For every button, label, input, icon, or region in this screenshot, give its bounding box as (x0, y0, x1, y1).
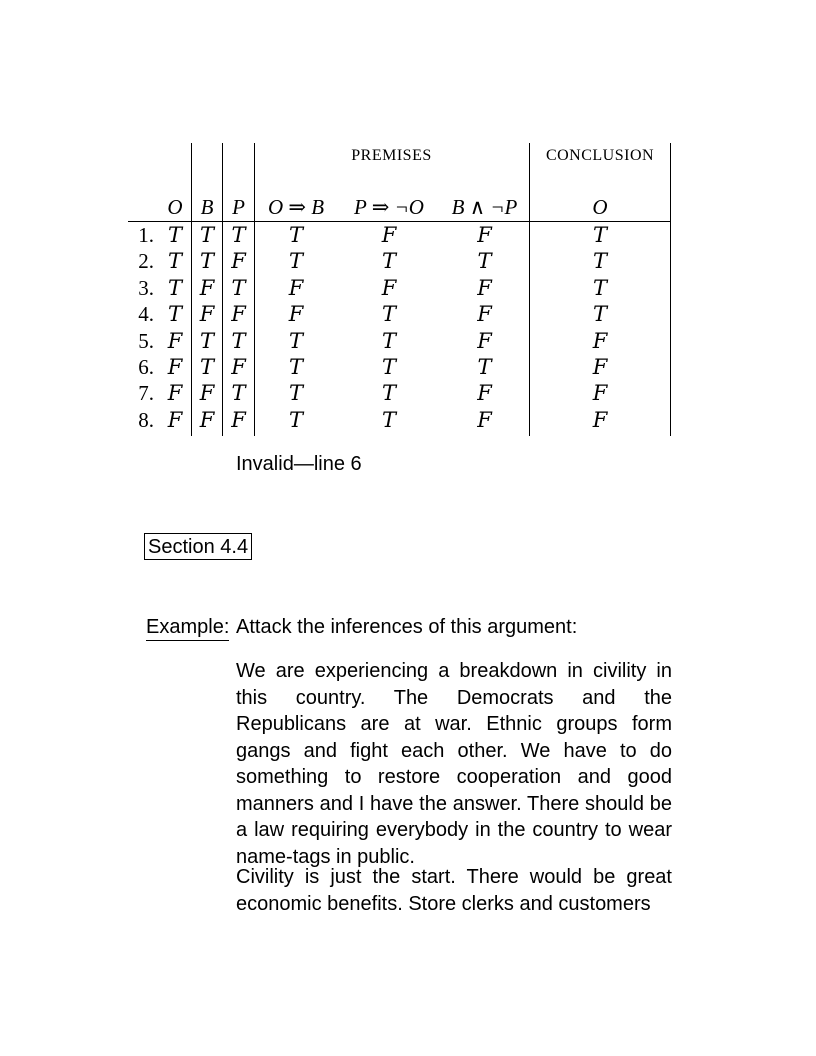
column-header-conclusion-o: O (592, 195, 608, 219)
truth-value-cell: T (381, 355, 396, 379)
truth-value-cell: T (381, 302, 396, 327)
truth-value-cell: F (477, 381, 492, 406)
row-number: 3. (138, 275, 154, 300)
truth-value-cell: F (288, 302, 304, 327)
truth-value-cell: T (288, 355, 303, 379)
truth-value-cell: T (231, 328, 246, 353)
truth-value-cell: F (231, 302, 246, 327)
truth-value-cell: F (381, 275, 397, 300)
column-divider (670, 143, 671, 436)
truth-value-cell: F (231, 407, 246, 432)
column-header-o-implies-b: O ⇒ B (267, 195, 325, 219)
example-label: Example: (146, 615, 229, 641)
truth-value-cell: T (167, 302, 182, 327)
truth-value-cell: F (231, 249, 246, 274)
truth-value-cell: T (167, 275, 182, 300)
truth-value-cell: T (381, 328, 396, 353)
column-header-p-implies-not-o: P ⇒ ¬O (354, 195, 424, 219)
truth-value-cell: F (477, 328, 492, 353)
premises-header: PREMISES (351, 147, 432, 164)
truth-value-cell: F (477, 275, 492, 300)
row-number: 6. (138, 355, 154, 379)
row-number: 7. (138, 381, 154, 406)
truth-value-cell: F (167, 407, 183, 432)
truth-value-cell: T (288, 407, 303, 432)
truth-value-cell: F (381, 223, 397, 247)
truth-value-cell: T (231, 275, 246, 300)
header-rule (128, 221, 671, 222)
truth-value-cell: T (288, 249, 303, 274)
truth-value-cell: T (381, 407, 396, 432)
example-intro: Attack the inferences of this argument: (236, 616, 578, 638)
truth-value-cell: T (288, 223, 303, 247)
truth-value-cell: T (592, 249, 607, 274)
row-number: 4. (138, 302, 154, 327)
row-number: 8. (138, 407, 154, 432)
column-header-b: B (200, 195, 214, 219)
truth-value-cell: F (477, 407, 492, 432)
truth-value-cell: T (381, 249, 396, 274)
truth-value-cell: T (167, 223, 182, 247)
truth-value-cell: F (199, 302, 215, 327)
truth-value-cell: F (199, 407, 215, 432)
truth-value-cell: T (231, 223, 246, 247)
truth-value-cell: F (477, 223, 492, 247)
argument-paragraph-2: Civility is just the start. There would be great economic benefits. Store clerks and customers (236, 866, 672, 915)
truth-value-cell: F (592, 328, 608, 353)
conclusion-header: CONCLUSION (545, 147, 655, 164)
truth-value-cell: T (199, 249, 214, 274)
truth-value-cell: T (477, 355, 492, 379)
section-label: Section 4.4 (144, 533, 252, 560)
truth-value-cell: T (592, 275, 607, 300)
row-number: 5. (138, 328, 154, 353)
truth-value-cell: F (288, 275, 304, 300)
truth-value-cell: T (381, 381, 396, 406)
truth-value-cell: F (167, 381, 183, 406)
truth-value-cell: F (199, 381, 215, 406)
truth-value-cell: T (231, 381, 246, 406)
column-header-p: P (232, 195, 245, 219)
truth-value-cell: T (199, 328, 214, 353)
truth-value-cell: T (592, 302, 607, 327)
truth-value-cell: T (199, 355, 214, 379)
truth-value-cell: F (167, 328, 183, 353)
truth-value-cell: T (167, 249, 182, 274)
column-header-b-and-not-p: B ∧ ¬P (451, 195, 518, 219)
truth-table (0, 0, 816, 440)
truth-value-cell: F (592, 407, 608, 432)
truth-value-cell: T (592, 223, 607, 247)
truth-value-cell: F (167, 355, 183, 379)
row-number: 2. (138, 249, 154, 274)
truth-value-cell: F (199, 275, 215, 300)
verdict-text: Invalid—line 6 (236, 453, 362, 475)
truth-value-cell: F (592, 355, 608, 379)
truth-value-cell: F (231, 355, 246, 379)
truth-value-cell: F (477, 302, 492, 327)
column-header-o: O (167, 195, 183, 219)
argument-paragraph-1: We are experiencing a breakdown in civility in this country. The Democrats and the Republicans are at war. Ethnic groups form gangs and fight each other. We have to do something to restore cooperation and good manners and I have the answer. There should be a law requiring everybody in the country to wear name-tags in public. (236, 660, 672, 868)
truth-value-cell: T (199, 223, 214, 247)
row-number: 1. (138, 223, 154, 247)
truth-value-cell: T (477, 249, 492, 274)
truth-value-cell: T (288, 381, 303, 406)
truth-value-cell: T (288, 328, 303, 353)
truth-value-cell: F (592, 381, 608, 406)
